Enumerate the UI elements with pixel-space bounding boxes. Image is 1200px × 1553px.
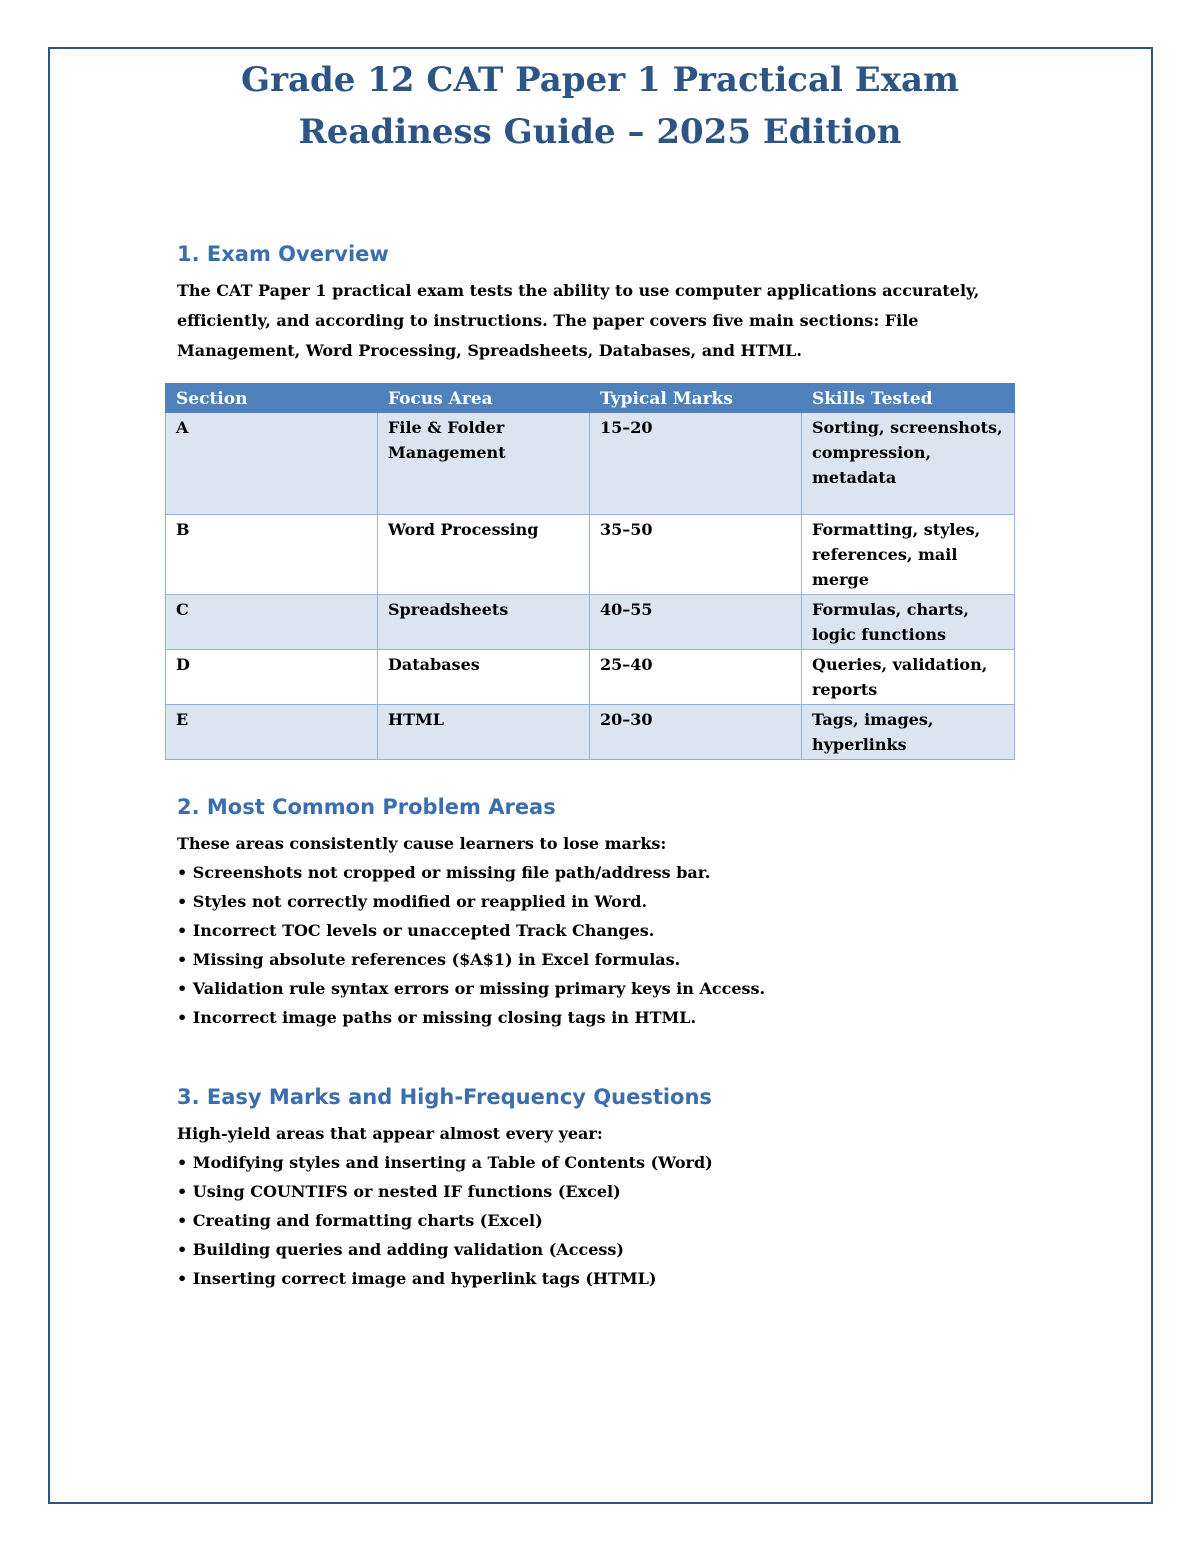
- section-3-heading: 3. Easy Marks and High-Frequency Questions: [177, 1085, 712, 1109]
- list-item: • Modifying styles and inserting a Table of Contents (Word): [177, 1153, 713, 1172]
- list-intro: These areas consistently cause learners to lose marks:: [177, 834, 667, 853]
- section-cell: D: [166, 650, 378, 705]
- skills-cell: Formulas, charts, logic functions: [802, 595, 1015, 650]
- table-row: [166, 650, 1015, 705]
- list-item: • Creating and formatting charts (Excel): [177, 1211, 543, 1230]
- document-title: [0, 54, 1200, 158]
- paragraph-line: Management, Word Processing, Spreadsheets, Databases, and HTML.: [177, 341, 802, 360]
- list-item: • Incorrect image paths or missing closing tags in HTML.: [177, 1008, 697, 1027]
- easy-marks-list: [177, 1119, 713, 1293]
- section-1-heading: 1. Exam Overview: [177, 242, 389, 266]
- section-cell: A: [166, 413, 378, 515]
- column-header: Skills Tested: [802, 384, 1015, 413]
- focus-cell: Spreadsheets: [378, 595, 590, 650]
- list-item: • Incorrect TOC levels or unaccepted Track Changes.: [177, 921, 655, 940]
- focus-cell: Databases: [378, 650, 590, 705]
- title-line-2: Readiness Guide – 2025 Edition: [298, 112, 902, 152]
- focus-cell: HTML: [378, 705, 590, 760]
- list-intro: High-yield areas that appear almost every year:: [177, 1124, 603, 1143]
- paragraph-line: efficiently, and according to instructions. The paper covers five main sections: File: [177, 311, 919, 330]
- skills-cell: Queries, validation, reports: [802, 650, 1015, 705]
- marks-cell: 20–30: [590, 705, 802, 760]
- column-header: Typical Marks: [590, 384, 802, 413]
- paragraph-line: The CAT Paper 1 practical exam tests the ability to use computer applications accurately,: [177, 281, 980, 300]
- skills-cell: Sorting, screenshots, compression, metadata: [802, 413, 1015, 515]
- marks-cell: 25–40: [590, 650, 802, 705]
- marks-cell: 40–55: [590, 595, 802, 650]
- exam-overview-table: [165, 383, 1015, 760]
- column-header: Section: [166, 384, 378, 413]
- table-row: [166, 705, 1015, 760]
- list-item: • Missing absolute references ($A$1) in Excel formulas.: [177, 950, 681, 969]
- list-item: • Using COUNTIFS or nested IF functions (Excel): [177, 1182, 621, 1201]
- marks-cell: 15–20: [590, 413, 802, 515]
- table-row: [166, 595, 1015, 650]
- list-item: • Building queries and adding validation (Access): [177, 1240, 624, 1259]
- column-header: Focus Area: [378, 384, 590, 413]
- list-item: • Styles not correctly modified or reapplied in Word.: [177, 892, 648, 911]
- table-row: [166, 413, 1015, 515]
- list-item: • Validation rule syntax errors or missing primary keys in Access.: [177, 979, 766, 998]
- table-row: [166, 515, 1015, 595]
- section-1-paragraph: [177, 276, 1017, 366]
- skills-cell: Formatting, styles, references, mail merge: [802, 515, 1015, 595]
- section-cell: C: [166, 595, 378, 650]
- section-2-heading: 2. Most Common Problem Areas: [177, 795, 556, 819]
- table-header-row: [166, 384, 1015, 413]
- section-cell: B: [166, 515, 378, 595]
- list-item: • Screenshots not cropped or missing file path/address bar.: [177, 863, 711, 882]
- list-item: • Inserting correct image and hyperlink tags (HTML): [177, 1269, 657, 1288]
- marks-cell: 35–50: [590, 515, 802, 595]
- problem-areas-list: [177, 829, 765, 1032]
- title-line-1: Grade 12 CAT Paper 1 Practical Exam: [241, 60, 959, 100]
- focus-cell: File & Folder Management: [378, 413, 590, 515]
- section-cell: E: [166, 705, 378, 760]
- focus-cell: Word Processing: [378, 515, 590, 595]
- skills-cell: Tags, images, hyperlinks: [802, 705, 1015, 760]
